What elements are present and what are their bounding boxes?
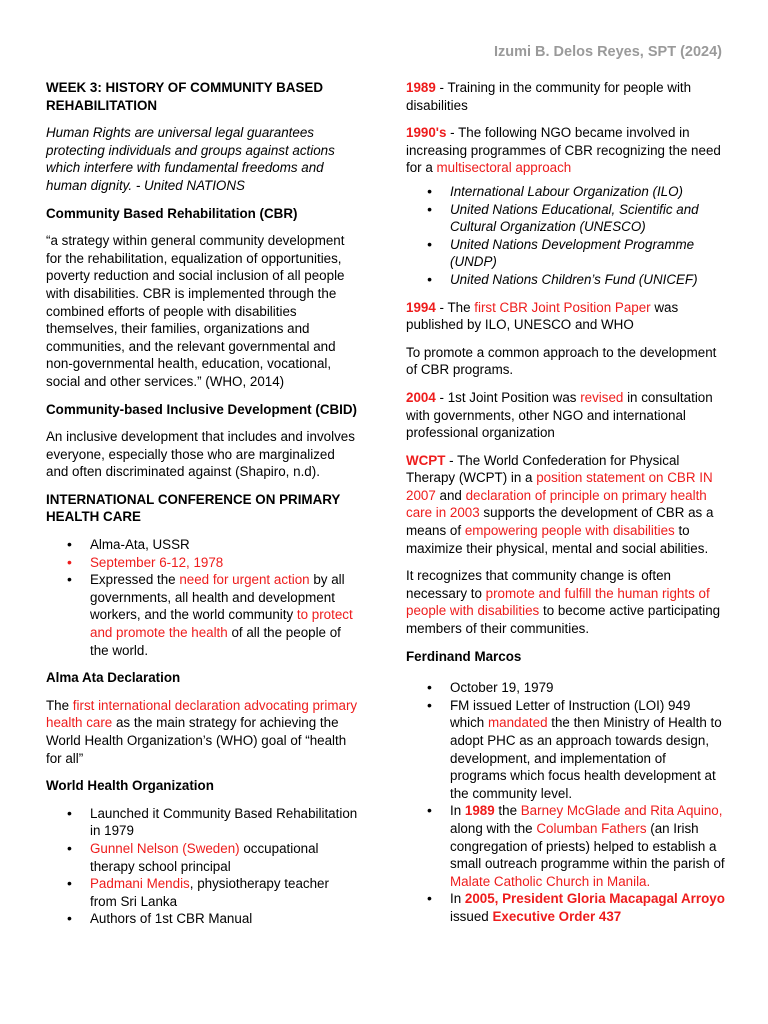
highlight: Columban Fathers	[536, 820, 647, 836]
text: Expressed the	[90, 572, 180, 588]
author-header: Izumi B. Delos Reyes, SPT (2024)	[493, 44, 722, 60]
highlight: Malate Catholic Church in Manila.	[450, 873, 651, 889]
text: - The	[435, 299, 475, 315]
text: - 1st Joint Position was	[435, 389, 581, 405]
highlight: Gunnel Nelson (Sweden)	[90, 840, 240, 856]
ferdinand-marcos-heading: Ferdinand Marcos	[406, 648, 522, 664]
year: 1994	[406, 299, 436, 315]
promote-text: To promote a common approach to the development of CBR programs.	[406, 344, 717, 378]
highlight: 2005, President Gloria Macapagal Arroyo	[464, 891, 725, 907]
text: as the main strategy for achieving the World Health Organization’s (WHO) goal of “health for all”	[46, 715, 347, 766]
text: to become active participating members of their communities.	[406, 603, 721, 637]
year: 1989	[464, 803, 495, 819]
list-item	[90, 875, 358, 910]
highlight: declaration of principle on primary health care in 2003	[406, 487, 707, 521]
highlight: promote and fulfill the human rights of people with disabilities	[406, 585, 710, 619]
list-item: • International Labour Organization (ILO)	[450, 183, 726, 201]
list-item: • Alma-Ata, USSR	[90, 536, 358, 554]
wcpt-text	[406, 452, 726, 558]
list-item	[450, 697, 726, 803]
list-item: • United Nations Children’s Fund (UNICEF)	[450, 271, 726, 289]
cbid-definition: An inclusive development that includes and involves everyone, especially those who are marginalized and often discriminated against (Shapiro, n.d).	[46, 429, 355, 480]
text: , physiotherapy teacher from Sri Lanka	[90, 876, 329, 909]
text: of all the people of the world.	[90, 625, 341, 658]
event-1989	[406, 79, 726, 114]
right-column	[406, 79, 726, 936]
text: to maximize their physical, mental and social abilities.	[406, 523, 709, 556]
cbr-heading: Community Based Rehabilitation (CBR)	[46, 205, 298, 221]
text: by all governments, all health and development workers, and the world community	[90, 572, 345, 623]
text: issued	[450, 908, 493, 924]
list-item	[450, 890, 726, 925]
marcos-list	[406, 679, 726, 925]
ngo-list	[406, 183, 726, 289]
highlight: empowering people with disabilities	[464, 523, 675, 539]
text: - The World Confederation for Physical Therapy (WCPT) in a	[406, 452, 680, 486]
year: 1989	[406, 80, 436, 95]
text: In	[450, 803, 465, 819]
text: - Training in the community for people with disabilities	[406, 80, 692, 113]
highlight: to protect and promote the health	[90, 607, 353, 641]
cbr-definition: “a strategy within general community development for the rehabilitation, equalization of opportunities, poverty reduction and social inclusion of all people with disabilities. CBR is implemented through the combined efforts of people with disabilities themselves, their families, organizations and communities, and the relevant governmental and non-governmental health, education, vocational, social and other services.” (WHO, 2014)	[46, 233, 345, 389]
highlight: first CBR Joint Position Paper	[474, 299, 651, 315]
year: 1990's	[406, 125, 447, 141]
event-1990s	[406, 124, 726, 177]
text: in consultation with governments, other NGO and international professional organization	[406, 389, 713, 441]
highlight: position statement on CBR IN 2007	[406, 470, 713, 503]
text: In	[450, 891, 465, 907]
wcpt-label: WCPT	[406, 452, 446, 468]
text: - The following NGO became involved in increasing programmes of CBR recognizing the need for a	[406, 125, 721, 176]
cbid-heading: Community-based Inclusive Development (CBID)	[46, 401, 358, 417]
text: was published by ILO, UNESCO and WHO	[406, 299, 679, 333]
list-item: • United Nations Educational, Scientific and Cultural Organization (UNESCO)	[450, 201, 726, 236]
highlight: need for urgent action	[179, 572, 310, 588]
page-title: WEEK 3: HISTORY OF COMMUNITY BASED REHABILITATION	[46, 80, 324, 113]
icphc-heading: INTERNATIONAL CONFERENCE ON PRIMARY HEALTH CARE	[46, 491, 341, 525]
highlight: revised	[580, 389, 624, 405]
text: the	[494, 803, 521, 819]
who-list	[46, 805, 358, 928]
highlight: Executive Order 437	[492, 908, 622, 924]
text: and	[435, 487, 466, 503]
text: occupational therapy school principal	[90, 840, 319, 874]
text: the then Ministry of Health to adopt PHC as an approach towards design, development, and implementation of programs which focus health development at the community level.	[450, 715, 722, 801]
text: The	[46, 697, 73, 713]
text: FM issued Letter of Instruction (LOI) 949 which	[450, 697, 691, 731]
left-column	[46, 79, 358, 938]
highlight: Barney McGlade and Rita Aquino,	[520, 803, 723, 819]
list-item: • Authors of 1st CBR Manual	[90, 910, 358, 928]
recognizes-text	[406, 567, 726, 637]
highlight: mandated	[487, 715, 548, 731]
who-heading: World Health Organization	[46, 778, 214, 794]
icphc-list	[46, 536, 358, 659]
event-2004	[406, 389, 726, 442]
list-item: • October 19, 1979	[450, 679, 726, 697]
highlight: multisectoral approach	[436, 160, 572, 176]
list-item	[450, 802, 726, 890]
text: supports the development of CBR as a means of	[406, 505, 714, 539]
text: (an Irish congregation of priests) helped to establish a small outreach programme within the parish of	[450, 820, 725, 872]
event-1994	[406, 299, 726, 334]
human-rights-quote: Human Rights are universal legal guarantees protecting individuals and groups against actions which interfere with fundamental freedoms and human dignity. - United NATIONS	[46, 125, 335, 193]
highlight: Padmani Mendis	[90, 876, 190, 892]
highlight: first international declaration advocating primary health care	[46, 697, 358, 731]
list-item: • Launched it Community Based Rehabilitation in 1979	[90, 805, 358, 840]
year: 2004	[406, 389, 436, 405]
list-item	[90, 840, 358, 875]
list-item: • United Nations Development Programme (UNDP)	[450, 236, 726, 271]
alma-ata-heading: Alma Ata Declaration	[46, 670, 181, 686]
alma-ata-text	[46, 697, 358, 767]
list-item	[90, 571, 358, 659]
text: It recognizes that community change is often necessary to	[406, 568, 671, 601]
text: along with the	[450, 820, 537, 836]
list-item: • September 6-12, 1978	[90, 554, 358, 572]
